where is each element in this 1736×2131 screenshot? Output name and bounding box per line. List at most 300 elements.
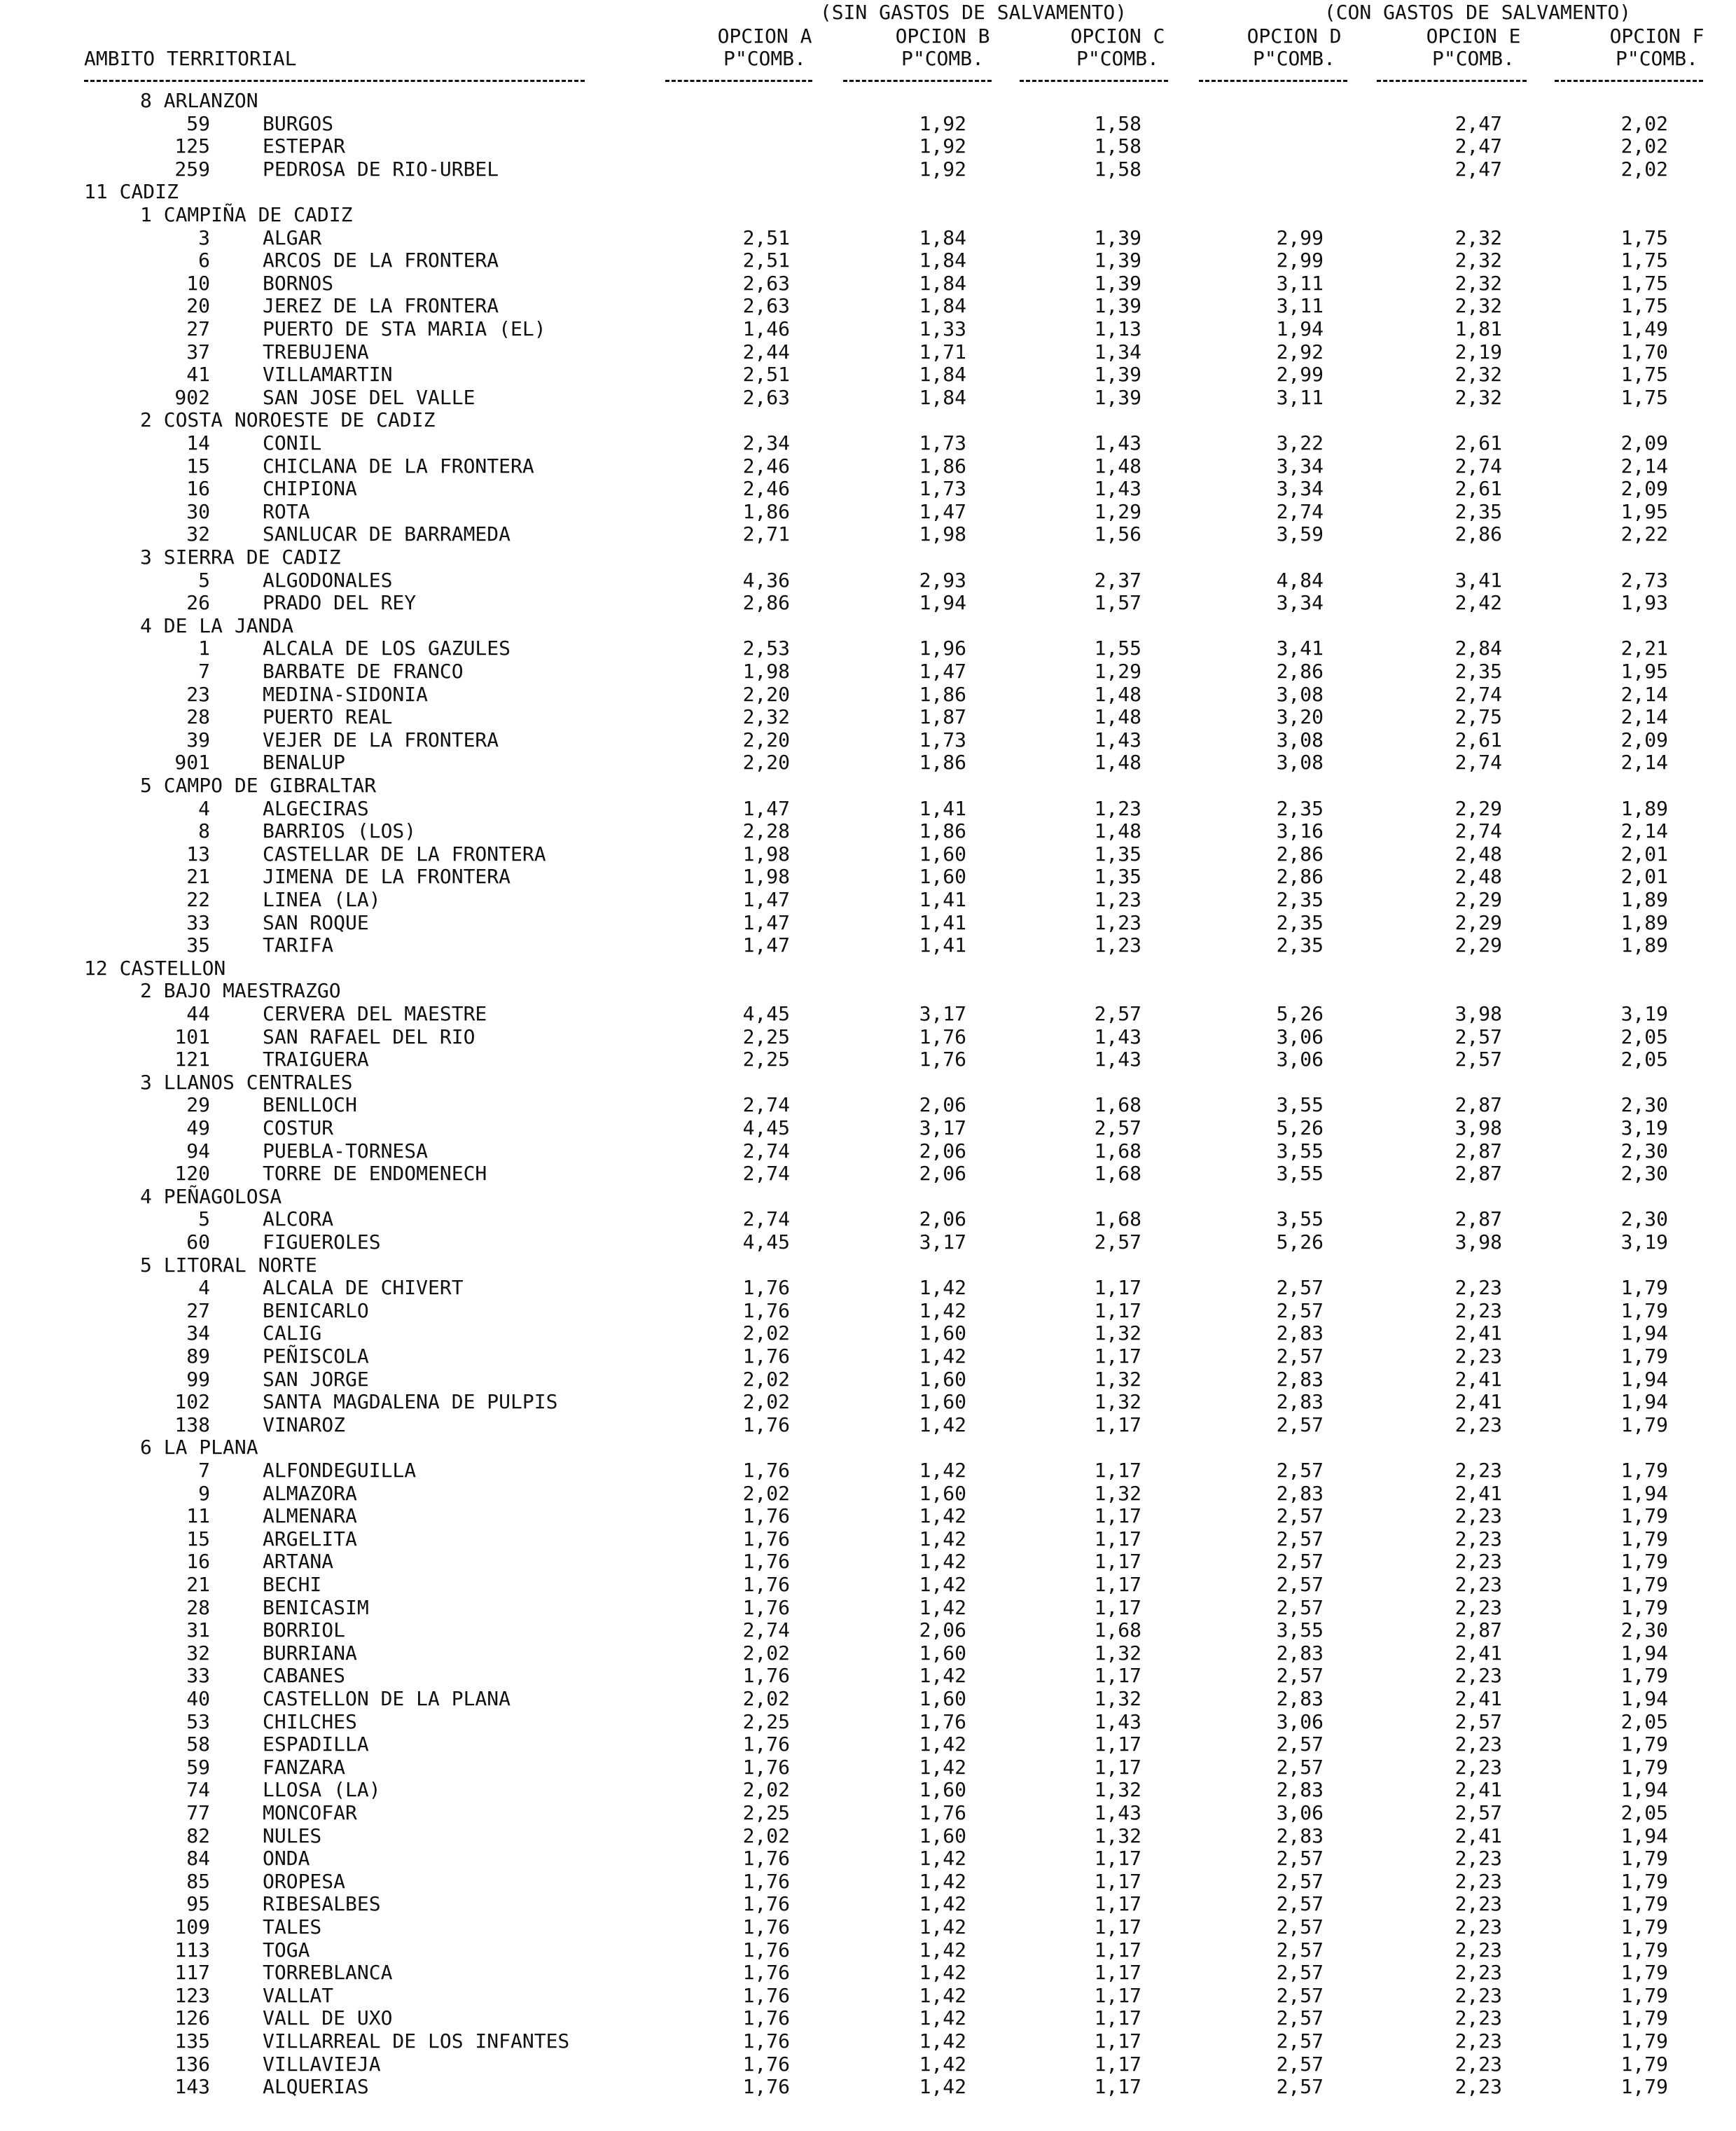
option-value-e: 2,32 <box>1454 363 1502 387</box>
municipality-name: TORRE DE ENDOMENECH <box>263 1162 487 1186</box>
option-value-b: 1,47 <box>919 660 966 683</box>
municipality-code: 123 <box>174 1983 210 2007</box>
option-value-c: 2,57 <box>1094 1002 1141 1025</box>
option-value-d: 2,83 <box>1276 1390 1324 1414</box>
option-value-f: 2,05 <box>1620 1801 1668 1824</box>
option-value-e: 2,23 <box>1454 1961 1502 1985</box>
option-value-e: 2,29 <box>1454 910 1502 934</box>
option-value-a: 2,20 <box>742 728 790 751</box>
option-underline <box>665 80 812 82</box>
option-value-f: 1,95 <box>1620 499 1668 523</box>
option-value-c: 1,29 <box>1094 660 1141 683</box>
option-value-f: 2,30 <box>1620 1207 1668 1231</box>
municipality-name: PEDROSA DE RIO-URBEL <box>263 157 499 181</box>
municipality-code: 16 <box>186 477 210 501</box>
option-value-c: 1,39 <box>1094 385 1141 409</box>
option-value-c: 1,43 <box>1094 1801 1141 1824</box>
option-value-d: 3,55 <box>1276 1618 1324 1642</box>
option-value-e: 2,87 <box>1454 1207 1502 1231</box>
municipality-name: BORNOS <box>263 271 334 295</box>
municipality-name: MEDINA-SIDONIA <box>263 682 429 706</box>
option-value-a: 1,76 <box>742 1298 790 1322</box>
option-value-c: 1,17 <box>1094 1412 1141 1436</box>
municipality-code: 5 <box>198 1207 210 1231</box>
option-value-d: 3,11 <box>1276 294 1324 318</box>
option-value-c: 1,32 <box>1094 1778 1141 1802</box>
province-heading: 11 CADIZ <box>84 180 179 204</box>
option-value-a: 2,53 <box>742 637 790 660</box>
municipality-name: PUEBLA-TORNESA <box>263 1139 429 1162</box>
municipality-code: 7 <box>198 660 210 683</box>
option-header-name: OPCION F <box>1609 25 1704 48</box>
option-value-f: 1,70 <box>1620 340 1668 363</box>
option-value-f: 1,75 <box>1620 294 1668 318</box>
option-value-a: 1,76 <box>742 1573 790 1596</box>
option-value-a: 2,02 <box>742 1641 790 1665</box>
municipality-code: 259 <box>174 157 210 181</box>
province-heading: 12 CASTELLON <box>84 956 226 980</box>
option-value-e: 2,23 <box>1454 2029 1502 2053</box>
municipality-code: 77 <box>186 1801 210 1824</box>
option-value-e: 3,98 <box>1454 1002 1502 1025</box>
option-value-c: 1,43 <box>1094 728 1141 751</box>
municipality-code: 23 <box>186 682 210 706</box>
option-value-e: 2,23 <box>1454 1892 1502 1916</box>
municipality-code: 138 <box>174 1412 210 1436</box>
municipality-code: 109 <box>174 1915 210 1938</box>
option-value-d: 1,94 <box>1276 317 1324 340</box>
option-value-c: 1,35 <box>1094 842 1141 866</box>
option-value-f: 2,14 <box>1620 454 1668 478</box>
option-value-c: 1,58 <box>1094 134 1141 158</box>
option-value-f: 1,93 <box>1620 591 1668 615</box>
option-value-b: 1,92 <box>919 134 966 158</box>
option-value-f: 2,14 <box>1620 682 1668 706</box>
option-value-d: 2,57 <box>1276 1595 1324 1619</box>
option-value-f: 1,79 <box>1620 1298 1668 1322</box>
option-value-b: 1,42 <box>919 1550 966 1574</box>
municipality-code: 27 <box>186 317 210 340</box>
municipality-code: 39 <box>186 728 210 751</box>
option-value-c: 1,39 <box>1094 249 1141 272</box>
option-value-b: 2,06 <box>919 1207 966 1231</box>
option-value-f: 3,19 <box>1620 1230 1668 1254</box>
municipality-code: 5 <box>198 568 210 592</box>
option-value-f: 1,89 <box>1620 796 1668 820</box>
municipality-name: CALIG <box>263 1321 322 1345</box>
municipality-name: SAN RAFAEL DEL RIO <box>263 1025 475 1048</box>
municipality-name: MONCOFAR <box>263 1801 357 1824</box>
option-value-c: 1,17 <box>1094 1527 1141 1550</box>
option-value-b: 1,42 <box>919 1892 966 1916</box>
option-value-c: 1,32 <box>1094 1321 1141 1345</box>
option-value-d: 4,84 <box>1276 568 1324 592</box>
option-value-a: 1,46 <box>742 317 790 340</box>
option-value-f: 2,01 <box>1620 865 1668 889</box>
option-value-b: 1,41 <box>919 888 966 911</box>
municipality-name: ARTANA <box>263 1550 334 1574</box>
option-value-d: 2,57 <box>1276 1664 1324 1688</box>
option-value-f: 1,94 <box>1620 1390 1668 1414</box>
option-value-d: 3,41 <box>1276 637 1324 660</box>
option-value-a: 1,76 <box>742 1961 790 1985</box>
option-value-d: 2,57 <box>1276 1869 1324 1893</box>
municipality-code: 41 <box>186 363 210 387</box>
option-value-d: 3,55 <box>1276 1207 1324 1231</box>
municipality-code: 49 <box>186 1116 210 1139</box>
option-value-f: 2,21 <box>1620 637 1668 660</box>
option-value-c: 1,17 <box>1094 1915 1141 1938</box>
option-value-c: 1,32 <box>1094 1687 1141 1710</box>
municipality-code: 143 <box>174 2075 210 2099</box>
option-value-d: 2,57 <box>1276 1733 1324 1756</box>
option-value-b: 1,60 <box>919 865 966 889</box>
option-value-e: 2,48 <box>1454 842 1502 866</box>
option-value-f: 2,14 <box>1620 819 1668 843</box>
option-value-c: 1,17 <box>1094 1345 1141 1368</box>
option-value-f: 1,89 <box>1620 888 1668 911</box>
option-value-c: 1,58 <box>1094 111 1141 135</box>
municipality-code: 28 <box>186 705 210 729</box>
municipality-code: 3 <box>198 225 210 249</box>
municipality-code: 33 <box>186 910 210 934</box>
option-value-a: 1,76 <box>742 2029 790 2053</box>
municipality-name: VEJER DE LA FRONTERA <box>263 728 499 751</box>
option-value-a: 2,34 <box>742 431 790 454</box>
comarca-heading: 1 CAMPIÑA DE CADIZ <box>140 203 353 226</box>
option-value-e: 2,74 <box>1454 751 1502 775</box>
option-value-e: 2,32 <box>1454 271 1502 295</box>
option-value-e: 2,57 <box>1454 1025 1502 1048</box>
municipality-name: ROTA <box>263 499 310 523</box>
option-value-c: 2,57 <box>1094 1230 1141 1254</box>
option-value-c: 1,17 <box>1094 1961 1141 1985</box>
comarca-heading: 5 CAMPO DE GIBRALTAR <box>140 774 377 797</box>
option-value-b: 1,60 <box>919 1481 966 1505</box>
municipality-name: PUERTO DE STA MARIA (EL) <box>263 317 546 340</box>
option-value-f: 1,79 <box>1620 1915 1668 1938</box>
option-value-d: 2,86 <box>1276 660 1324 683</box>
option-value-e: 2,23 <box>1454 1504 1502 1528</box>
comarca-heading: 2 BAJO MAESTRAZGO <box>140 979 341 1003</box>
option-value-d: 2,57 <box>1276 1276 1324 1300</box>
municipality-name: ONDA <box>263 1847 310 1870</box>
option-value-e: 2,23 <box>1454 2052 1502 2076</box>
municipality-code: 4 <box>198 796 210 820</box>
option-value-e: 2,86 <box>1454 522 1502 546</box>
option-value-a: 2,02 <box>742 1481 790 1505</box>
option-value-b: 1,42 <box>919 1938 966 1962</box>
municipality-name: NULES <box>263 1824 322 1847</box>
municipality-name: ESPADILLA <box>263 1733 369 1756</box>
option-value-b: 1,42 <box>919 1755 966 1779</box>
option-value-f: 1,79 <box>1620 1527 1668 1550</box>
municipality-name: TORREBLANCA <box>263 1961 393 1985</box>
municipality-name: BURGOS <box>263 111 334 135</box>
option-value-a: 2,63 <box>742 294 790 318</box>
option-value-e: 2,57 <box>1454 1801 1502 1824</box>
option-header-name: OPCION B <box>895 25 990 48</box>
option-value-a: 1,76 <box>742 1664 790 1688</box>
municipality-name: TREBUJENA <box>263 340 369 363</box>
option-value-e: 2,23 <box>1454 1459 1502 1482</box>
option-value-a: 2,02 <box>742 1390 790 1414</box>
option-value-a: 2,86 <box>742 591 790 615</box>
option-value-d: 2,57 <box>1276 1755 1324 1779</box>
municipality-code: 31 <box>186 1618 210 1642</box>
option-value-f: 1,79 <box>1620 1412 1668 1436</box>
municipality-name: CABANES <box>263 1664 346 1688</box>
option-value-b: 1,42 <box>919 2052 966 2076</box>
municipality-code: 15 <box>186 454 210 478</box>
option-value-e: 2,87 <box>1454 1618 1502 1642</box>
option-value-e: 2,23 <box>1454 2006 1502 2030</box>
option-value-d: 2,57 <box>1276 1961 1324 1985</box>
municipality-name: PEÑISCOLA <box>263 1345 369 1368</box>
comarca-heading: 4 PEÑAGOLOSA <box>140 1184 282 1208</box>
option-value-c: 1,43 <box>1094 431 1141 454</box>
municipality-name: ALGODONALES <box>263 568 393 592</box>
option-value-b: 2,06 <box>919 1093 966 1117</box>
option-value-a: 2,25 <box>742 1709 790 1733</box>
municipality-code: 902 <box>174 385 210 409</box>
municipality-name: PUERTO REAL <box>263 705 393 729</box>
option-value-a: 2,63 <box>742 271 790 295</box>
option-value-f: 1,79 <box>1620 1869 1668 1893</box>
option-value-b: 1,86 <box>919 454 966 478</box>
option-value-e: 2,41 <box>1454 1481 1502 1505</box>
option-value-a: 4,45 <box>742 1002 790 1025</box>
municipality-code: 9 <box>198 1481 210 1505</box>
option-value-c: 1,17 <box>1094 1573 1141 1596</box>
municipality-name: CASTELLAR DE LA FRONTERA <box>263 842 546 866</box>
municipality-code: 35 <box>186 933 210 957</box>
option-value-a: 2,02 <box>742 1824 790 1847</box>
option-value-f: 3,19 <box>1620 1116 1668 1139</box>
comarca-heading: 3 SIERRA DE CADIZ <box>140 546 341 569</box>
municipality-name: ALMAZORA <box>263 1481 357 1505</box>
option-value-f: 1,79 <box>1620 2029 1668 2053</box>
option-value-e: 2,41 <box>1454 1367 1502 1391</box>
option-value-c: 1,68 <box>1094 1162 1141 1186</box>
option-value-d: 2,57 <box>1276 2029 1324 2053</box>
option-value-f: 1,75 <box>1620 363 1668 387</box>
option-underline <box>1199 80 1347 82</box>
option-value-c: 1,68 <box>1094 1139 1141 1162</box>
municipality-code: 59 <box>186 111 210 135</box>
municipality-code: 32 <box>186 1641 210 1665</box>
option-value-f: 1,75 <box>1620 385 1668 409</box>
municipality-code: 16 <box>186 1550 210 1574</box>
option-value-c: 1,35 <box>1094 865 1141 889</box>
option-value-f: 1,94 <box>1620 1321 1668 1345</box>
option-value-f: 1,94 <box>1620 1778 1668 1802</box>
option-value-b: 1,94 <box>919 591 966 615</box>
option-value-c: 1,56 <box>1094 522 1141 546</box>
municipality-name: BENLLOCH <box>263 1093 357 1117</box>
option-value-c: 1,17 <box>1094 1595 1141 1619</box>
option-value-e: 2,74 <box>1454 819 1502 843</box>
option-value-a: 1,76 <box>742 1983 790 2007</box>
option-value-a: 1,76 <box>742 1550 790 1574</box>
option-value-f: 1,79 <box>1620 1755 1668 1779</box>
municipality-name: BARBATE DE FRANCO <box>263 660 464 683</box>
option-value-c: 1,39 <box>1094 225 1141 249</box>
option-value-d: 2,57 <box>1276 1504 1324 1528</box>
option-value-a: 1,76 <box>742 1915 790 1938</box>
option-value-b: 1,41 <box>919 796 966 820</box>
option-value-c: 1,17 <box>1094 1892 1141 1916</box>
option-value-e: 2,23 <box>1454 1938 1502 1962</box>
option-value-a: 1,98 <box>742 865 790 889</box>
option-value-a: 2,74 <box>742 1093 790 1117</box>
option-value-c: 1,17 <box>1094 1733 1141 1756</box>
option-value-b: 1,42 <box>919 1276 966 1300</box>
municipality-code: 58 <box>186 1733 210 1756</box>
option-value-b: 1,42 <box>919 1869 966 1893</box>
option-value-b: 1,76 <box>919 1025 966 1048</box>
option-value-d: 3,06 <box>1276 1709 1324 1733</box>
option-value-a: 1,76 <box>742 2075 790 2099</box>
municipality-name: ESTEPAR <box>263 134 346 158</box>
option-value-f: 3,19 <box>1620 1002 1668 1025</box>
option-value-d: 3,55 <box>1276 1139 1324 1162</box>
option-value-c: 1,17 <box>1094 1664 1141 1688</box>
option-value-f: 1,79 <box>1620 1961 1668 1985</box>
option-value-e: 2,23 <box>1454 1983 1502 2007</box>
municipality-code: 13 <box>186 842 210 866</box>
option-header-unit: P"COMB. <box>1076 47 1159 70</box>
option-value-d: 5,26 <box>1276 1002 1324 1025</box>
option-value-e: 2,23 <box>1454 1345 1502 1368</box>
municipality-name: BORRIOL <box>263 1618 346 1642</box>
option-value-d: 2,57 <box>1276 1573 1324 1596</box>
option-value-f: 2,02 <box>1620 134 1668 158</box>
option-value-c: 1,43 <box>1094 1709 1141 1733</box>
option-value-d: 3,22 <box>1276 431 1324 454</box>
option-value-b: 1,60 <box>919 1687 966 1710</box>
option-value-b: 1,60 <box>919 1321 966 1345</box>
option-value-d: 2,57 <box>1276 1345 1324 1368</box>
municipality-name: VINAROZ <box>263 1412 346 1436</box>
option-value-d: 3,08 <box>1276 751 1324 775</box>
option-value-e: 2,23 <box>1454 1527 1502 1550</box>
option-header-unit: P"COMB. <box>901 47 984 70</box>
municipality-code: 15 <box>186 1527 210 1550</box>
option-value-c: 1,43 <box>1094 1048 1141 1071</box>
option-value-f: 2,02 <box>1620 157 1668 181</box>
option-value-c: 2,37 <box>1094 568 1141 592</box>
municipality-name: BENICASIM <box>263 1595 369 1619</box>
comarca-heading: 2 COSTA NOROESTE DE CADIZ <box>140 408 436 432</box>
option-value-d: 2,57 <box>1276 2075 1324 2099</box>
option-value-b: 3,17 <box>919 1230 966 1254</box>
option-header-name: OPCION A <box>717 25 812 48</box>
option-value-c: 1,48 <box>1094 751 1141 775</box>
option-value-e: 2,23 <box>1454 1276 1502 1300</box>
option-value-f: 1,94 <box>1620 1824 1668 1847</box>
municipality-code: 102 <box>174 1390 210 1414</box>
option-value-d: 2,57 <box>1276 1459 1324 1482</box>
option-value-b: 1,42 <box>919 1733 966 1756</box>
municipality-code: 7 <box>198 1459 210 1482</box>
municipality-code: 94 <box>186 1139 210 1162</box>
option-value-d: 3,11 <box>1276 271 1324 295</box>
option-value-e: 2,23 <box>1454 1847 1502 1870</box>
option-value-f: 2,30 <box>1620 1139 1668 1162</box>
municipality-code: 113 <box>174 1938 210 1962</box>
option-value-e: 2,61 <box>1454 728 1502 751</box>
option-value-e: 2,87 <box>1454 1162 1502 1186</box>
municipality-name: ALCALA DE LOS GAZULES <box>263 637 511 660</box>
option-value-b: 1,42 <box>919 1345 966 1368</box>
option-value-a: 2,71 <box>742 522 790 546</box>
option-value-d: 2,57 <box>1276 1847 1324 1870</box>
municipality-name: VALLAT <box>263 1983 334 2007</box>
municipality-code: 26 <box>186 591 210 615</box>
option-value-b: 3,17 <box>919 1002 966 1025</box>
option-value-e: 2,84 <box>1454 637 1502 660</box>
option-value-a: 1,76 <box>742 1892 790 1916</box>
municipality-code: 37 <box>186 340 210 363</box>
municipality-name: ALFONDEGUILLA <box>263 1459 417 1482</box>
option-value-b: 1,86 <box>919 682 966 706</box>
option-value-d: 2,86 <box>1276 842 1324 866</box>
option-value-f: 1,79 <box>1620 2075 1668 2099</box>
option-value-a: 1,98 <box>742 660 790 683</box>
option-value-b: 1,98 <box>919 522 966 546</box>
option-value-d: 2,83 <box>1276 1367 1324 1391</box>
option-value-c: 1,17 <box>1094 1938 1141 1962</box>
option-value-e: 2,87 <box>1454 1139 1502 1162</box>
municipality-name: ALCALA DE CHIVERT <box>263 1276 464 1300</box>
option-value-b: 1,42 <box>919 2006 966 2030</box>
option-value-d: 2,57 <box>1276 1938 1324 1962</box>
municipality-code: 125 <box>174 134 210 158</box>
option-value-e: 2,41 <box>1454 1641 1502 1665</box>
municipality-code: 11 <box>186 1504 210 1528</box>
option-value-b: 1,33 <box>919 317 966 340</box>
option-value-d: 2,57 <box>1276 2052 1324 2076</box>
option-value-c: 1,32 <box>1094 1390 1141 1414</box>
option-value-f: 1,95 <box>1620 660 1668 683</box>
option-value-a: 1,76 <box>742 2052 790 2076</box>
municipality-name: CERVERA DEL MAESTRE <box>263 1002 487 1025</box>
option-value-d: 3,08 <box>1276 682 1324 706</box>
option-value-b: 1,84 <box>919 249 966 272</box>
option-value-a: 4,36 <box>742 568 790 592</box>
option-value-a: 2,74 <box>742 1139 790 1162</box>
option-value-d: 2,57 <box>1276 2006 1324 2030</box>
municipality-name: SAN JORGE <box>263 1367 369 1391</box>
municipality-name: VILLAMARTIN <box>263 363 393 387</box>
option-value-b: 1,76 <box>919 1709 966 1733</box>
option-value-e: 2,74 <box>1454 682 1502 706</box>
option-value-d: 2,86 <box>1276 865 1324 889</box>
option-value-e: 2,57 <box>1454 1709 1502 1733</box>
option-value-f: 2,09 <box>1620 477 1668 501</box>
option-value-f: 2,14 <box>1620 751 1668 775</box>
option-value-e: 2,23 <box>1454 1915 1502 1938</box>
option-value-c: 1,43 <box>1094 477 1141 501</box>
option-value-a: 1,76 <box>742 1276 790 1300</box>
option-value-c: 1,68 <box>1094 1093 1141 1117</box>
option-value-f: 2,05 <box>1620 1025 1668 1048</box>
option-value-b: 1,84 <box>919 363 966 387</box>
option-value-c: 1,17 <box>1094 1298 1141 1322</box>
municipality-name: TRAIGUERA <box>263 1048 369 1071</box>
option-value-c: 1,17 <box>1094 1504 1141 1528</box>
